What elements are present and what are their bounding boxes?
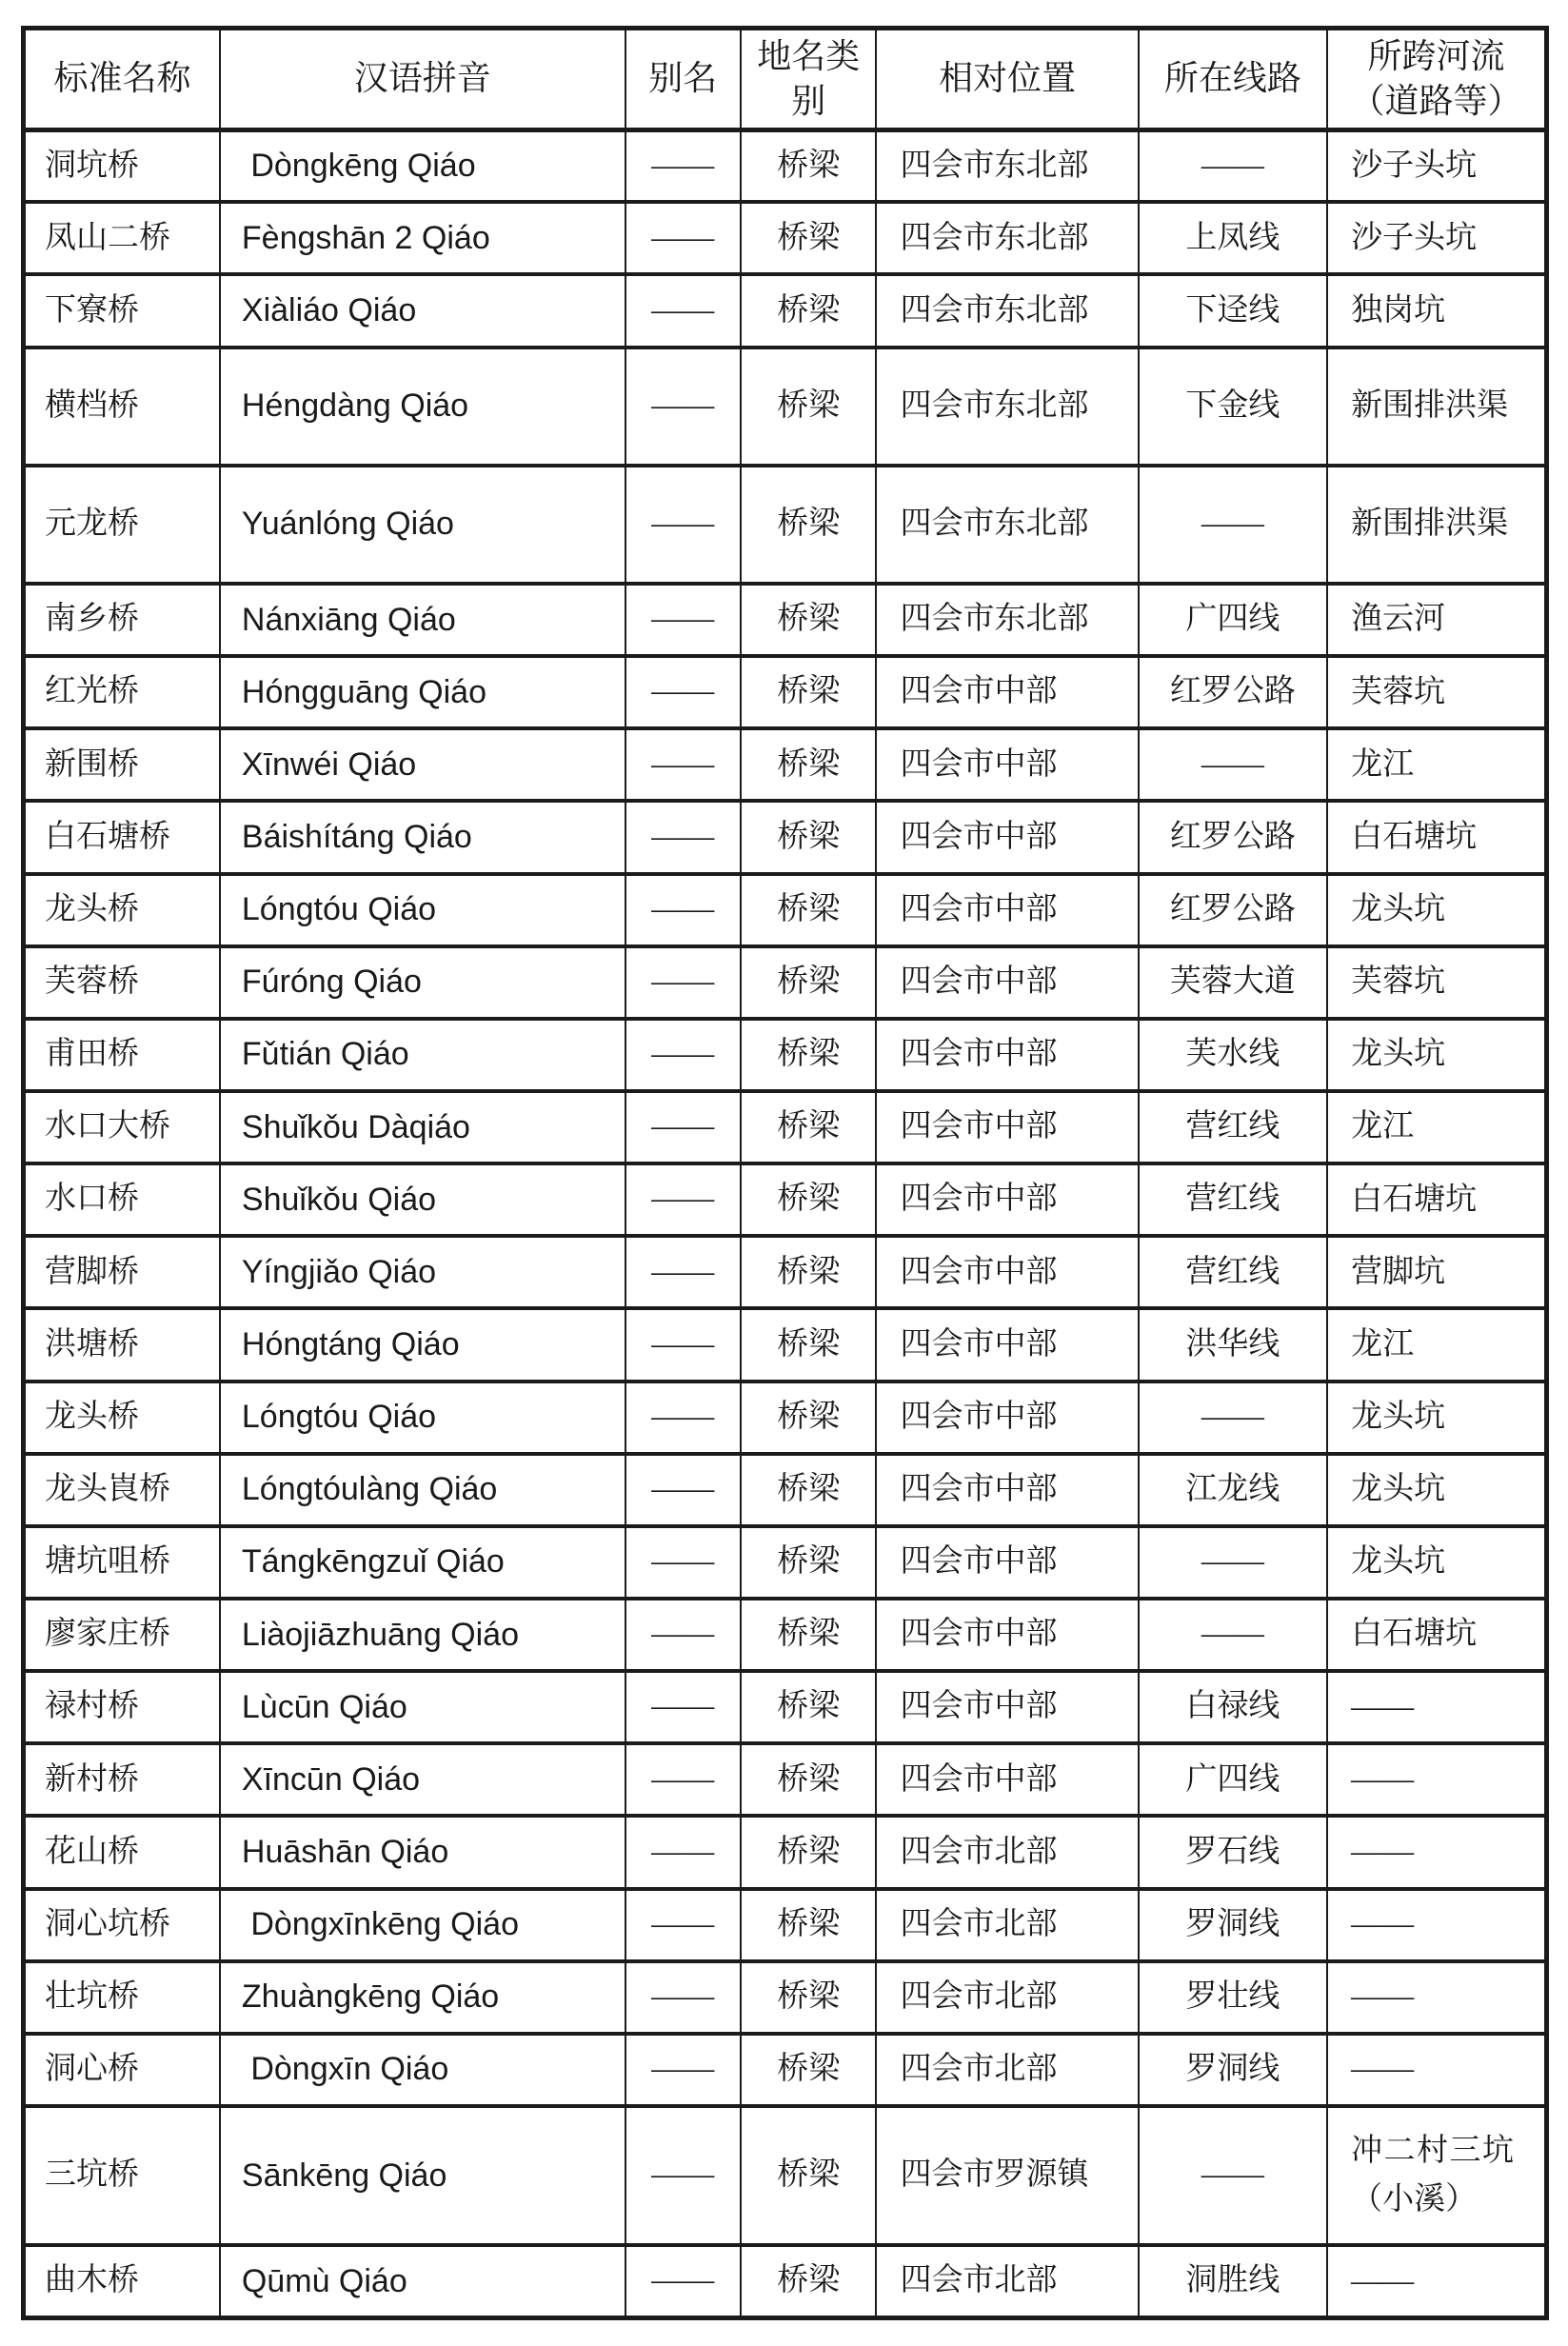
- column-header-route: 所在线路: [1139, 29, 1327, 130]
- cell-position: 四会市中部: [876, 1091, 1138, 1163]
- cell-river: 龙头坑: [1327, 1019, 1546, 1091]
- cell-route: 罗洞线: [1139, 2034, 1327, 2106]
- cell-alias: ——: [625, 801, 742, 873]
- cell-river: ——: [1327, 1961, 1546, 2034]
- cell-river: 龙头坑: [1327, 1382, 1546, 1454]
- table-row: [24, 1163, 1547, 1236]
- cell-alias: ——: [625, 584, 742, 656]
- cell-name: 新村桥: [24, 1743, 220, 1816]
- column-header-river: 所跨河流（道路等）: [1327, 29, 1546, 130]
- cell-river: 龙江: [1327, 728, 1546, 801]
- cell-pinyin: Sānkēng Qiáo: [220, 2106, 625, 2245]
- table-row: [24, 466, 1547, 584]
- cell-pinyin: Xīnwéi Qiáo: [220, 728, 625, 801]
- cell-category: 桥梁: [741, 202, 876, 274]
- cell-position: 四会市东北部: [876, 274, 1138, 347]
- cell-pinyin: Xiàliáo Qiáo: [220, 274, 625, 347]
- table-row: [24, 1889, 1547, 1961]
- cell-category: 桥梁: [741, 1091, 876, 1163]
- table-row: [24, 129, 1547, 202]
- cell-position: 四会市东北部: [876, 584, 1138, 656]
- cell-position: 四会市中部: [876, 801, 1138, 873]
- cell-pinyin: Yuánlóng Qiáo: [220, 466, 625, 584]
- cell-route: 罗石线: [1139, 1816, 1327, 1888]
- cell-pinyin: Dòngxīnkēng Qiáo: [220, 1889, 625, 1961]
- cell-position: 四会市北部: [876, 2034, 1138, 2106]
- cell-route: 广四线: [1139, 1743, 1327, 1816]
- cell-name: 营脚桥: [24, 1236, 220, 1308]
- cell-pinyin: Héngdàng Qiáo: [220, 348, 625, 466]
- cell-river: 白石塘坑: [1327, 1599, 1546, 1671]
- cell-alias: ——: [625, 202, 742, 274]
- cell-name: 新围桥: [24, 728, 220, 801]
- cell-category: 桥梁: [741, 2106, 876, 2245]
- cell-position: 四会市罗源镇: [876, 2106, 1138, 2245]
- cell-alias: ——: [625, 874, 742, 946]
- cell-pinyin: Xīncūn Qiáo: [220, 1743, 625, 1816]
- cell-category: 桥梁: [741, 1382, 876, 1454]
- cell-position: 四会市中部: [876, 946, 1138, 1019]
- cell-route: 红罗公路: [1139, 656, 1327, 728]
- table-row: [24, 1308, 1547, 1381]
- bridge-table: [21, 26, 1549, 2320]
- table-row: [24, 1382, 1547, 1454]
- cell-alias: ——: [625, 2034, 742, 2106]
- cell-position: 四会市东北部: [876, 466, 1138, 584]
- cell-position: 四会市中部: [876, 728, 1138, 801]
- cell-category: 桥梁: [741, 1961, 876, 2034]
- cell-position: 四会市东北部: [876, 129, 1138, 202]
- cell-route: 下金线: [1139, 348, 1327, 466]
- table-row: [24, 1019, 1547, 1091]
- cell-category: 桥梁: [741, 656, 876, 728]
- cell-river: ——: [1327, 2034, 1546, 2106]
- cell-name: 白石塘桥: [24, 801, 220, 873]
- cell-pinyin: Lùcūn Qiáo: [220, 1671, 625, 1743]
- cell-route: ——: [1139, 1382, 1327, 1454]
- cell-river: 龙头坑: [1327, 874, 1546, 946]
- cell-river: 独岗坑: [1327, 274, 1546, 347]
- cell-river: ——: [1327, 1743, 1546, 1816]
- cell-pinyin: Dòngxīn Qiáo: [220, 2034, 625, 2106]
- cell-alias: ——: [625, 2245, 742, 2317]
- cell-position: 四会市东北部: [876, 348, 1138, 466]
- table-row: [24, 874, 1547, 946]
- cell-name: 禄村桥: [24, 1671, 220, 1743]
- cell-route: 营红线: [1139, 1091, 1327, 1163]
- cell-river: ——: [1327, 1889, 1546, 1961]
- cell-route: 芙水线: [1139, 1019, 1327, 1091]
- cell-pinyin: Liàojiāzhuāng Qiáo: [220, 1599, 625, 1671]
- cell-name: 塘坑咀桥: [24, 1526, 220, 1599]
- cell-pinyin: Fǔtián Qiáo: [220, 1019, 625, 1091]
- cell-position: 四会市中部: [876, 1236, 1138, 1308]
- cell-river: 冲二村三坑（小溪）: [1327, 2106, 1546, 2245]
- cell-name: 龙头桥: [24, 1382, 220, 1454]
- cell-name: 元龙桥: [24, 466, 220, 584]
- cell-name: 南乡桥: [24, 584, 220, 656]
- cell-name: 洞坑桥: [24, 129, 220, 202]
- cell-route: 营红线: [1139, 1236, 1327, 1308]
- table-row: [24, 584, 1547, 656]
- table-row: [24, 728, 1547, 801]
- cell-position: 四会市中部: [876, 1163, 1138, 1236]
- cell-category: 桥梁: [741, 348, 876, 466]
- cell-alias: ——: [625, 1599, 742, 1671]
- cell-pinyin: Shuǐkǒu Dàqiáo: [220, 1091, 625, 1163]
- cell-river: 龙江: [1327, 1308, 1546, 1381]
- cell-route: 下迳线: [1139, 274, 1327, 347]
- table-row: [24, 1526, 1547, 1599]
- cell-pinyin: Fúróng Qiáo: [220, 946, 625, 1019]
- cell-route: 洪华线: [1139, 1308, 1327, 1381]
- cell-alias: ——: [625, 1743, 742, 1816]
- column-header-category: 地名类别: [741, 29, 876, 130]
- cell-alias: ——: [625, 2106, 742, 2245]
- cell-alias: ——: [625, 1816, 742, 1888]
- table-header: [24, 29, 1547, 130]
- table-row: [24, 1743, 1547, 1816]
- cell-route: ——: [1139, 728, 1327, 801]
- cell-category: 桥梁: [741, 1816, 876, 1888]
- cell-name: 龙头崀桥: [24, 1454, 220, 1526]
- cell-route: 红罗公路: [1139, 801, 1327, 873]
- cell-river: 沙子头坑: [1327, 129, 1546, 202]
- cell-name: 花山桥: [24, 1816, 220, 1888]
- table-row: [24, 2034, 1547, 2106]
- cell-route: 营红线: [1139, 1163, 1327, 1236]
- cell-alias: ——: [625, 1382, 742, 1454]
- cell-route: 罗洞线: [1139, 1889, 1327, 1961]
- cell-route: 红罗公路: [1139, 874, 1327, 946]
- cell-pinyin: Shuǐkǒu Qiáo: [220, 1163, 625, 1236]
- cell-river: 新围排洪渠: [1327, 348, 1546, 466]
- cell-position: 四会市北部: [876, 1889, 1138, 1961]
- cell-river: 芙蓉坑: [1327, 946, 1546, 1019]
- cell-name: 洪塘桥: [24, 1308, 220, 1381]
- cell-river: ——: [1327, 2245, 1546, 2317]
- cell-river: 白石塘坑: [1327, 1163, 1546, 1236]
- cell-route: 上凤线: [1139, 202, 1327, 274]
- table-row: [24, 274, 1547, 347]
- cell-position: 四会市中部: [876, 874, 1138, 946]
- cell-route: ——: [1139, 129, 1327, 202]
- cell-pinyin: Lóngtóu Qiáo: [220, 1382, 625, 1454]
- cell-river: 新围排洪渠: [1327, 466, 1546, 584]
- cell-name: 龙头桥: [24, 874, 220, 946]
- table-row: [24, 2245, 1547, 2317]
- cell-alias: ——: [625, 274, 742, 347]
- cell-alias: ——: [625, 728, 742, 801]
- cell-name: 壮坑桥: [24, 1961, 220, 2034]
- cell-name: 下寮桥: [24, 274, 220, 347]
- cell-category: 桥梁: [741, 2034, 876, 2106]
- table-row: [24, 2106, 1547, 2245]
- cell-pinyin: Yíngjiǎo Qiáo: [220, 1236, 625, 1308]
- column-header-pinyin: 汉语拼音: [220, 29, 625, 130]
- cell-category: 桥梁: [741, 2245, 876, 2317]
- table-row: [24, 1236, 1547, 1308]
- cell-pinyin: Hóngguāng Qiáo: [220, 656, 625, 728]
- cell-position: 四会市中部: [876, 1671, 1138, 1743]
- cell-category: 桥梁: [741, 1454, 876, 1526]
- cell-alias: ——: [625, 946, 742, 1019]
- cell-river: ——: [1327, 1816, 1546, 1888]
- cell-position: 四会市中部: [876, 1454, 1138, 1526]
- cell-alias: ——: [625, 1961, 742, 2034]
- cell-river: ——: [1327, 1671, 1546, 1743]
- cell-pinyin: Báishítáng Qiáo: [220, 801, 625, 873]
- cell-category: 桥梁: [741, 1163, 876, 1236]
- cell-category: 桥梁: [741, 274, 876, 347]
- cell-category: 桥梁: [741, 1019, 876, 1091]
- cell-pinyin: Fèngshān 2 Qiáo: [220, 202, 625, 274]
- cell-name: 水口大桥: [24, 1091, 220, 1163]
- cell-river: 营脚坑: [1327, 1236, 1546, 1308]
- cell-category: 桥梁: [741, 801, 876, 873]
- cell-category: 桥梁: [741, 1743, 876, 1816]
- cell-category: 桥梁: [741, 1671, 876, 1743]
- cell-pinyin: Hóngtáng Qiáo: [220, 1308, 625, 1381]
- cell-position: 四会市中部: [876, 656, 1138, 728]
- cell-alias: ——: [625, 1308, 742, 1381]
- column-header-name: 标准名称: [24, 29, 220, 130]
- cell-alias: ——: [625, 348, 742, 466]
- cell-route: ——: [1139, 1526, 1327, 1599]
- cell-name: 三坑桥: [24, 2106, 220, 2245]
- cell-river: 渔云河: [1327, 584, 1546, 656]
- cell-alias: ——: [625, 1454, 742, 1526]
- table-row: [24, 656, 1547, 728]
- cell-position: 四会市北部: [876, 1816, 1138, 1888]
- cell-position: 四会市中部: [876, 1308, 1138, 1381]
- cell-route: 洞胜线: [1139, 2245, 1327, 2317]
- table-row: [24, 1454, 1547, 1526]
- table-row: [24, 946, 1547, 1019]
- cell-alias: ——: [625, 656, 742, 728]
- cell-pinyin: Qūmù Qiáo: [220, 2245, 625, 2317]
- cell-name: 洞心坑桥: [24, 1889, 220, 1961]
- table-row: [24, 1091, 1547, 1163]
- table-row: [24, 801, 1547, 873]
- cell-alias: ——: [625, 1236, 742, 1308]
- cell-pinyin: Zhuàngkēng Qiáo: [220, 1961, 625, 2034]
- cell-name: 凤山二桥: [24, 202, 220, 274]
- cell-category: 桥梁: [741, 946, 876, 1019]
- table-row: [24, 348, 1547, 466]
- cell-position: 四会市北部: [876, 2245, 1138, 2317]
- cell-name: 芙蓉桥: [24, 946, 220, 1019]
- cell-route: ——: [1139, 2106, 1327, 2245]
- cell-pinyin: Huāshān Qiáo: [220, 1816, 625, 1888]
- header-row: [24, 29, 1547, 130]
- cell-pinyin: Tángkēngzuǐ Qiáo: [220, 1526, 625, 1599]
- cell-name: 曲木桥: [24, 2245, 220, 2317]
- cell-route: 广四线: [1139, 584, 1327, 656]
- cell-pinyin: Lóngtóu Qiáo: [220, 874, 625, 946]
- cell-name: 水口桥: [24, 1163, 220, 1236]
- cell-position: 四会市中部: [876, 1526, 1138, 1599]
- cell-category: 桥梁: [741, 1599, 876, 1671]
- cell-alias: ——: [625, 1889, 742, 1961]
- cell-river: 芙蓉坑: [1327, 656, 1546, 728]
- cell-position: 四会市中部: [876, 1599, 1138, 1671]
- table-row: [24, 1671, 1547, 1743]
- cell-alias: ——: [625, 466, 742, 584]
- cell-river: 龙江: [1327, 1091, 1546, 1163]
- cell-position: 四会市东北部: [876, 202, 1138, 274]
- cell-category: 桥梁: [741, 466, 876, 584]
- table-body: [24, 129, 1547, 2317]
- cell-name: 廖家庄桥: [24, 1599, 220, 1671]
- cell-alias: ——: [625, 1091, 742, 1163]
- cell-name: 甫田桥: [24, 1019, 220, 1091]
- cell-river: 沙子头坑: [1327, 202, 1546, 274]
- cell-pinyin: Dòngkēng Qiáo: [220, 129, 625, 202]
- cell-category: 桥梁: [741, 1308, 876, 1381]
- cell-name: 红光桥: [24, 656, 220, 728]
- cell-position: 四会市北部: [876, 1961, 1138, 2034]
- cell-category: 桥梁: [741, 874, 876, 946]
- cell-river: 白石塘坑: [1327, 801, 1546, 873]
- cell-category: 桥梁: [741, 129, 876, 202]
- cell-name: 横档桥: [24, 348, 220, 466]
- cell-river: 龙头坑: [1327, 1526, 1546, 1599]
- cell-alias: ——: [625, 1671, 742, 1743]
- cell-river: 龙头坑: [1327, 1454, 1546, 1526]
- cell-route: 芙蓉大道: [1139, 946, 1327, 1019]
- cell-route: 白禄线: [1139, 1671, 1327, 1743]
- cell-alias: ——: [625, 129, 742, 202]
- cell-category: 桥梁: [741, 1889, 876, 1961]
- cell-route: 江龙线: [1139, 1454, 1327, 1526]
- cell-alias: ——: [625, 1163, 742, 1236]
- cell-route: ——: [1139, 466, 1327, 584]
- table-row: [24, 1599, 1547, 1671]
- column-header-position: 相对位置: [876, 29, 1138, 130]
- cell-category: 桥梁: [741, 1526, 876, 1599]
- cell-category: 桥梁: [741, 584, 876, 656]
- cell-position: 四会市中部: [876, 1382, 1138, 1454]
- table-row: [24, 1961, 1547, 2034]
- cell-alias: ——: [625, 1526, 742, 1599]
- table-row: [24, 202, 1547, 274]
- cell-category: 桥梁: [741, 1236, 876, 1308]
- cell-name: 洞心桥: [24, 2034, 220, 2106]
- cell-pinyin: Nánxiāng Qiáo: [220, 584, 625, 656]
- cell-category: 桥梁: [741, 728, 876, 801]
- cell-alias: ——: [625, 1019, 742, 1091]
- table-row: [24, 1816, 1547, 1888]
- cell-pinyin: Lóngtóulàng Qiáo: [220, 1454, 625, 1526]
- cell-position: 四会市中部: [876, 1743, 1138, 1816]
- cell-route: ——: [1139, 1599, 1327, 1671]
- cell-route: 罗壮线: [1139, 1961, 1327, 2034]
- column-header-alias: 别名: [625, 29, 742, 130]
- cell-position: 四会市中部: [876, 1019, 1138, 1091]
